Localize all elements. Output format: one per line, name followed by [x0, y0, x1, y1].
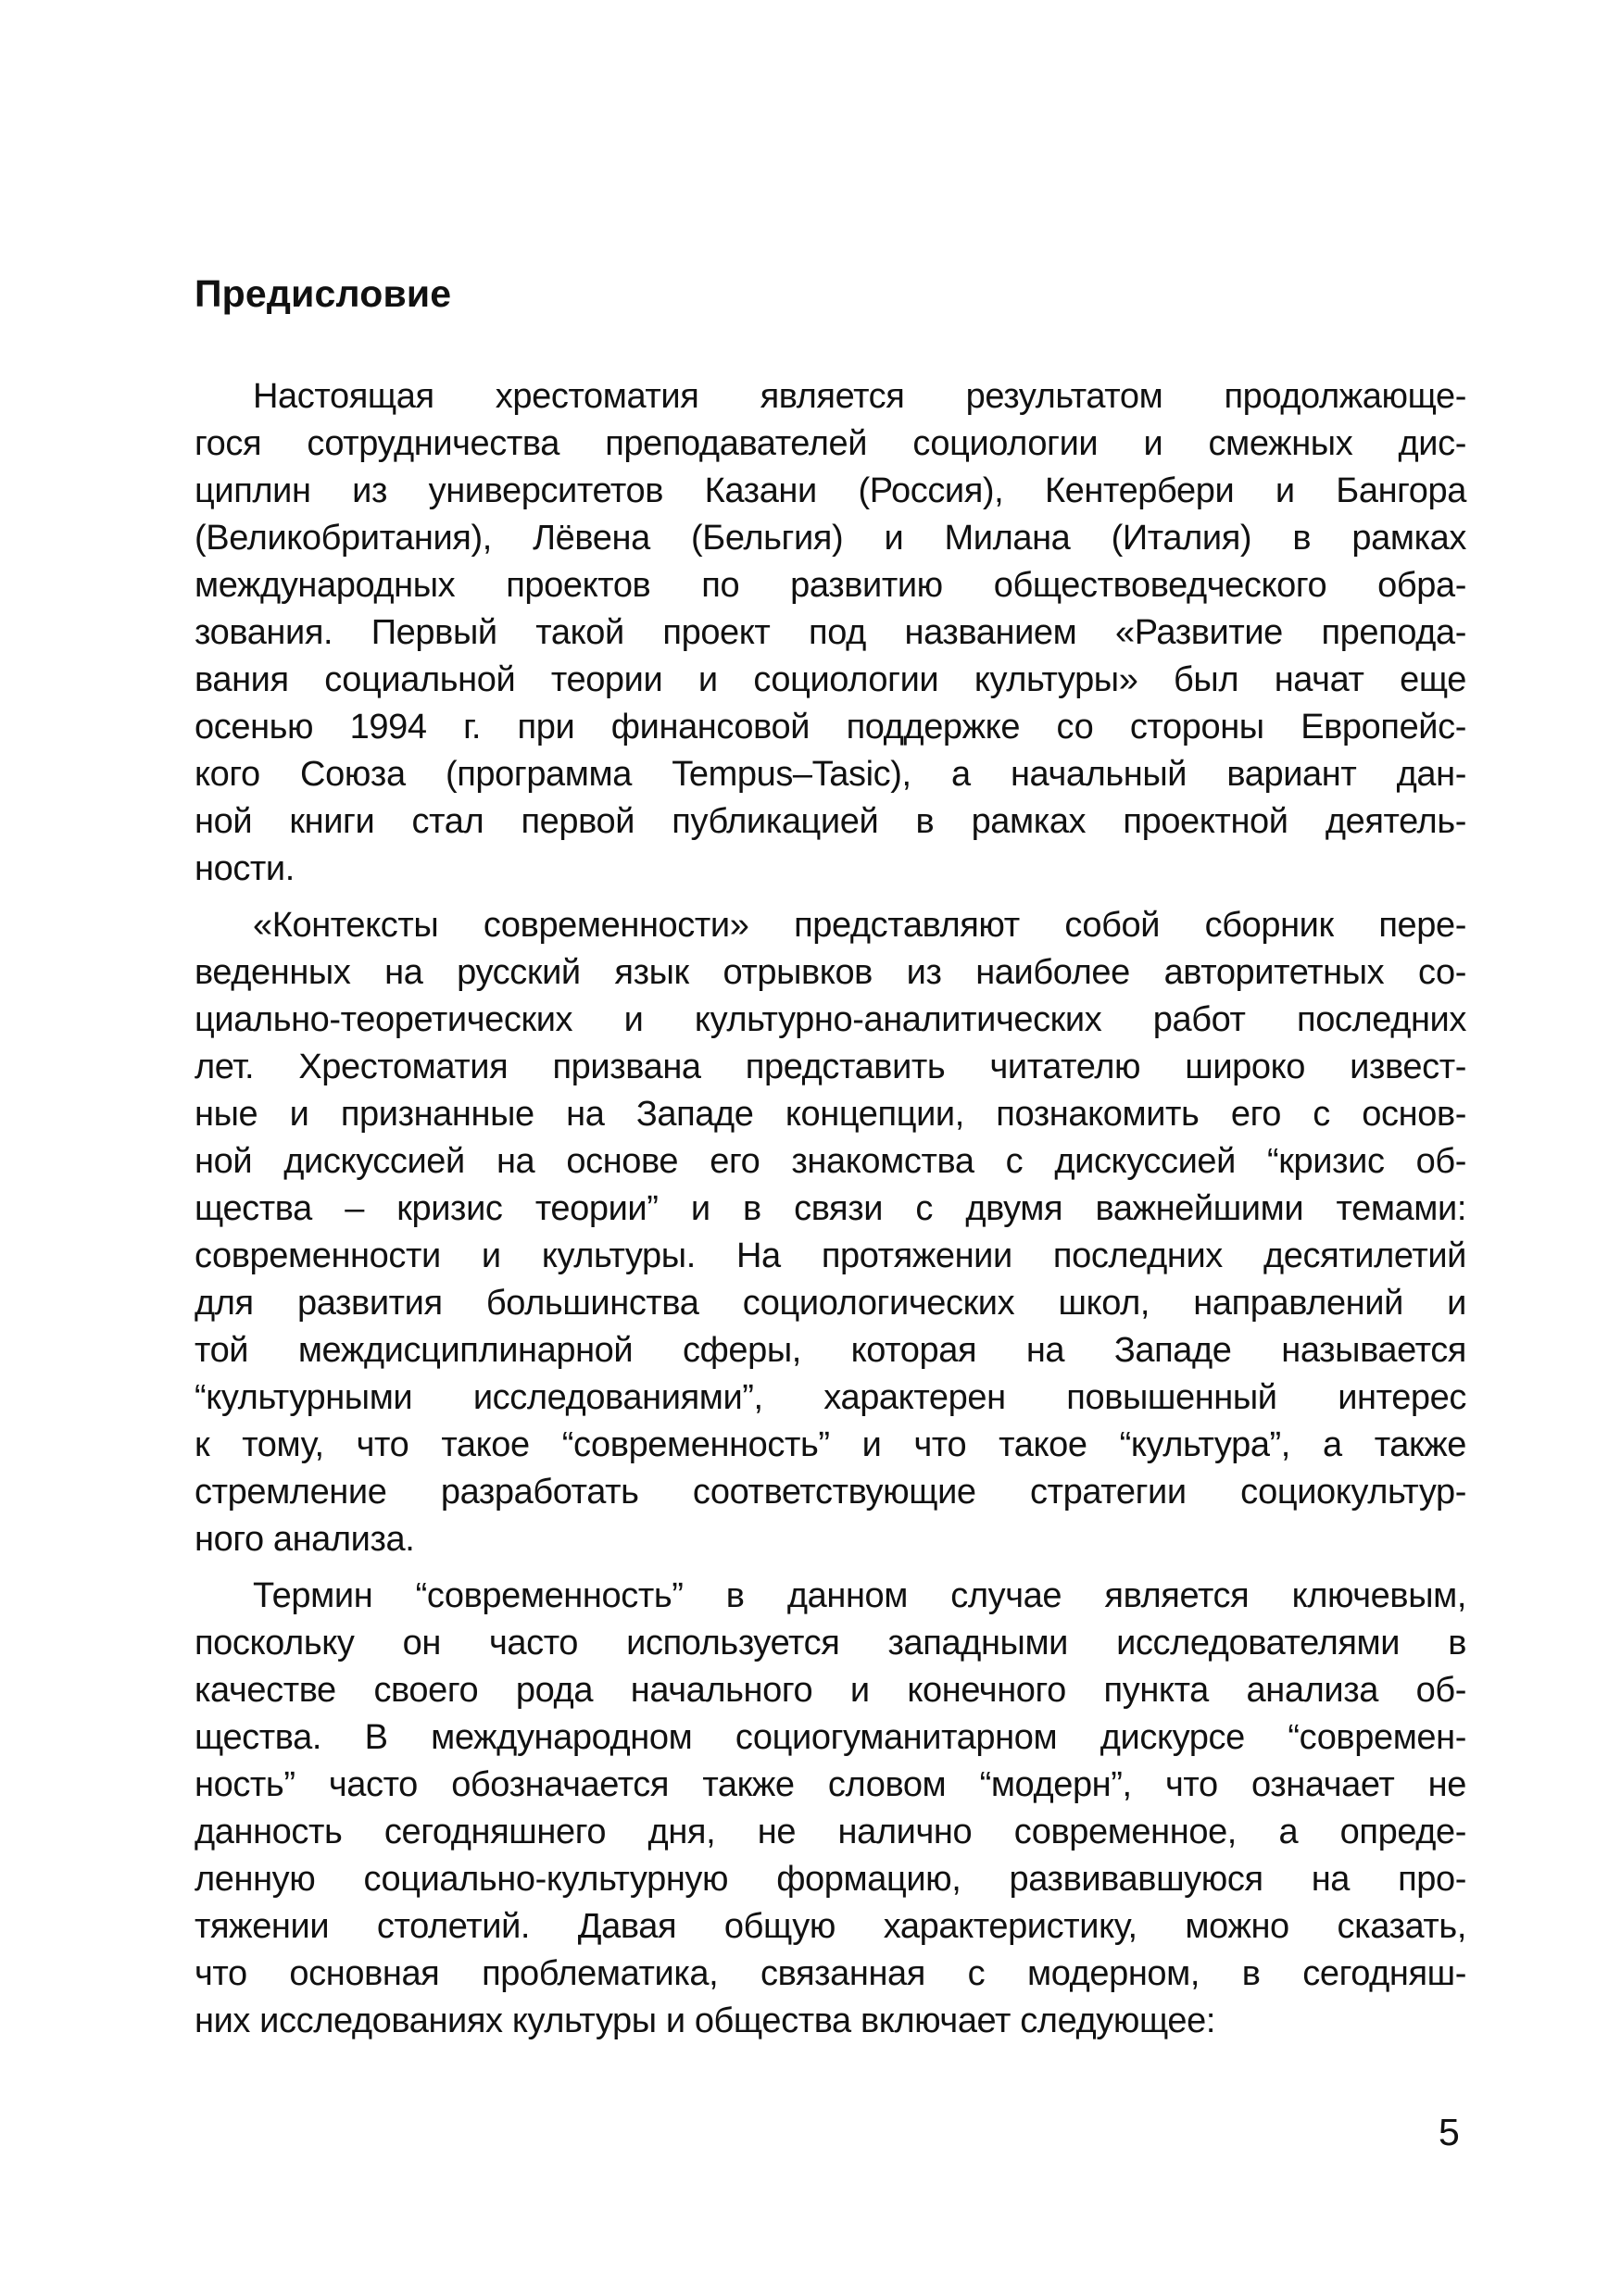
text-line: них исследованиях культуры и общества включает следующее: [195, 2001, 1216, 2040]
text-line: Настоящая хрестоматия является результатом продолжающе- [253, 377, 1466, 416]
text-line: ной книги стал первой публикацией в рамках проектной деятель- [195, 802, 1466, 841]
text-line: к тому, что такое “современность” и что такое “культура”, а также [195, 1425, 1466, 1464]
text-line: для развития большинства социологических школ, направлений и [195, 1284, 1466, 1323]
paragraph-3 [195, 1573, 1466, 2045]
text-line: международных проектов по развитию обществоведческого обра- [195, 566, 1466, 605]
text-line: современности и культуры. На протяжении последних десятилетий [195, 1236, 1466, 1275]
text-line: что основная проблематика, связанная с модерном, в сегодняш- [195, 1954, 1466, 1993]
text-line: данность сегодняшнего дня, не налично современное, а опреде- [195, 1813, 1466, 1851]
text-line: “культурными исследованиями”, характерен повышенный интерес [195, 1378, 1466, 1417]
text-line: циплин из университетов Казани (Россия), Кентербери и Бангора [195, 471, 1466, 510]
text-line: качестве своего рода начального и конечного пункта анализа об- [195, 1671, 1466, 1710]
text-line: ные и признанные на Западе концепции, познакомить его с основ- [195, 1095, 1466, 1134]
paragraph-1 [195, 373, 1466, 893]
text-line: кого Союза (программа Tempus–Tasic), а начальный вариант дан- [195, 755, 1466, 794]
text-line: осенью 1994 г. при финансовой поддержке со стороны Европейс- [195, 708, 1466, 747]
text-line: ность” часто обозначается также словом “модерн”, что означает не [195, 1765, 1466, 1804]
document-body [195, 373, 1466, 2054]
text-line: вания социальной теории и социологии культуры» был начат еще [195, 660, 1466, 699]
text-line: «Контексты современности» представляют собой сборник пере- [253, 906, 1466, 945]
text-line: ленную социально-культурную формацию, развивавшуюся на про- [195, 1860, 1466, 1899]
text-line: зования. Первый такой проект под названием «Развитие препода- [195, 613, 1466, 652]
text-line: щества – кризис теории” и в связи с двумя важнейшими темами: [195, 1189, 1466, 1228]
text-line: ного анализа. [195, 1520, 415, 1559]
page-title: Предисловие [195, 272, 452, 315]
text-line: (Великобритания), Лёвена (Бельгия) и Милана (Италия) в рамках [195, 519, 1466, 558]
text-line: веденных на русский язык отрывков из наиболее авторитетных со- [195, 953, 1466, 992]
text-line: ной дискуссией на основе его знакомства с дискуссией “кризис об- [195, 1142, 1466, 1181]
text-line: Термин “современность” в данном случае является ключевым, [253, 1576, 1466, 1615]
text-line: стремление разработать соответствующие стратегии социокультур- [195, 1473, 1466, 1512]
paragraph-2 [195, 902, 1466, 1563]
text-line: циально-теоретических и культурно-аналитических работ последних [195, 1000, 1466, 1039]
text-line: ности. [195, 849, 295, 888]
text-line: гося сотрудничества преподавателей социологии и смежных дис- [195, 424, 1466, 463]
text-line: щества. В международном социогуманитарном дискурсе “современ- [195, 1718, 1466, 1757]
text-line: той междисциплинарной сферы, которая на Западе называется [195, 1331, 1466, 1370]
text-line: тяжении столетий. Давая общую характеристику, можно сказать, [195, 1907, 1466, 1946]
page-number: 5 [1439, 2111, 1460, 2153]
text-line: поскольку он часто используется западными исследователями в [195, 1624, 1466, 1662]
text-line: лет. Хрестоматия призвана представить читателю широко извест- [195, 1048, 1466, 1086]
